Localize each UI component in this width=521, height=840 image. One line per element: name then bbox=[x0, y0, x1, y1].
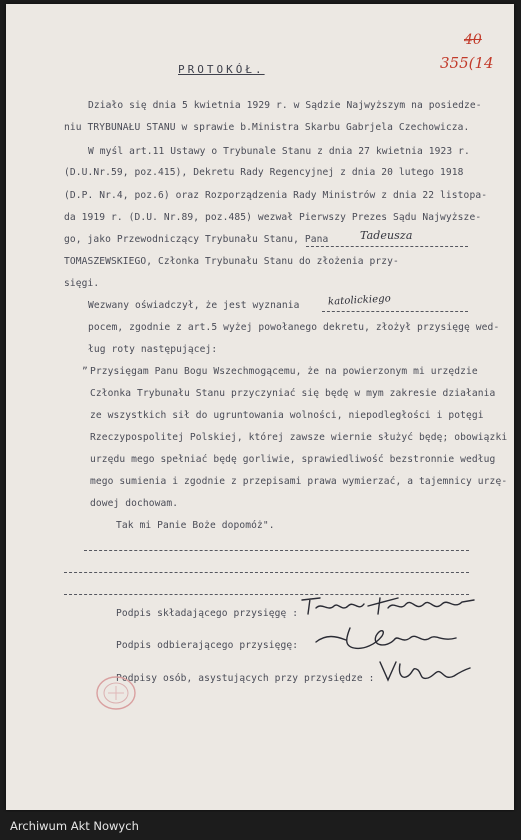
signature-label-oath-taker: Podpis składającego przysięgę : bbox=[116, 608, 299, 619]
signature-oath-receiver bbox=[306, 624, 466, 654]
text-line: niu TRYBUNAŁU STANU w sprawie b.Ministra Skarbu Gabrjela Czechowicza. bbox=[64, 122, 470, 133]
text-line: (D.U.Nr.59, poz.415), Dekretu Rady Regencyjnej z dnia 20 lutego 1918 bbox=[64, 167, 464, 178]
filler-dash-line bbox=[84, 550, 469, 551]
oath-closing-line: Tak mi Panie Boże dopomóż". bbox=[116, 520, 275, 531]
name-blank-line bbox=[306, 246, 468, 247]
signature-witness bbox=[374, 656, 474, 686]
oath-line: Rzeczypospolitej Polskiej, której zawsze wiernie służyć będę; obowiązki bbox=[90, 432, 508, 443]
religion-blank-line bbox=[322, 311, 468, 312]
oath-open-quote: „ bbox=[82, 360, 88, 371]
archive-folio-mark: 355(14 bbox=[440, 54, 494, 72]
text-line: sięgi. bbox=[64, 278, 100, 289]
handwritten-first-name: Tadeusza bbox=[360, 229, 413, 242]
document-page bbox=[6, 4, 514, 810]
oath-line: mego sumienia i zgodnie z przepisami prawa wymierzać, a tajemnicy urzę- bbox=[90, 476, 508, 487]
text-line: Działo się dnia 5 kwietnia 1929 r. w Sądzie Najwyższym na posiedze- bbox=[88, 100, 482, 111]
text-line: (D.P. Nr.4, poz.6) oraz Rozporządzenia Rady Ministrów z dnia 22 listopa- bbox=[64, 190, 488, 201]
signature-oath-taker bbox=[298, 592, 478, 620]
archive-stamp bbox=[94, 674, 138, 712]
filler-dash-line bbox=[64, 572, 469, 573]
signature-label-oath-receiver: Podpis odbierającego przysięgę: bbox=[116, 640, 299, 651]
text-line: TOMASZEWSKIEGO, Członka Trybunału Stanu do złożenia przy- bbox=[64, 256, 399, 267]
oath-line: dowej dochowam. bbox=[90, 498, 179, 509]
text-line: go, jako Przewodniczący Trybunału Stanu, Pana bbox=[64, 234, 329, 245]
archive-name: Archiwum Akt Nowych bbox=[10, 819, 139, 833]
oath-line: Przysięgam Panu Bogu Wszechmogącemu, że na powierzonym mi urzędzie bbox=[90, 366, 478, 377]
text-line: W myśl art.11 Ustawy o Trybunale Stanu z dnia 27 kwietnia 1923 r. bbox=[88, 146, 470, 157]
signature-label-witnesses: Podpisy osób, asystujących przy przysiędze : bbox=[116, 673, 375, 684]
archive-mark-crossed: 40 bbox=[464, 32, 482, 48]
document-title: PROTOKÓŁ. bbox=[178, 63, 265, 76]
oath-line: Członka Trybunału Stanu przyczyniać się będę w mym zakresie działania bbox=[90, 388, 496, 399]
text-line: ług roty następującej: bbox=[88, 344, 218, 355]
text-line: da 1919 r. (D.U. Nr.89, poz.485) wezwał Pierwszy Prezes Sądu Najwyższe- bbox=[64, 212, 482, 223]
handwritten-religion: katolickiego bbox=[327, 293, 392, 308]
text-line: pocem, zgodnie z art.5 wyżej powołanego dekretu, złożył przysięgę wed- bbox=[88, 322, 500, 333]
oath-line: ze wszystkich sił do ugruntowania wolności, niepodległości i potęgi bbox=[90, 410, 484, 421]
oath-line: urzędu mego spełniać będę gorliwie, sprawiedliwość bezstronnie według bbox=[90, 454, 496, 465]
text-line: Wezwany oświadczył, że jest wyznania bbox=[88, 300, 300, 311]
archive-footer-bar bbox=[0, 812, 521, 840]
